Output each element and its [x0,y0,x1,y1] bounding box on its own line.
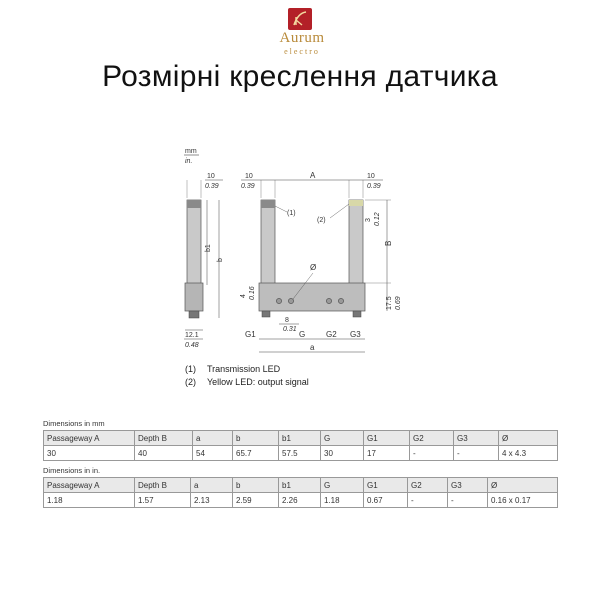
table-header: a [191,478,233,493]
dim-G3: G3 [350,330,361,339]
table-cell: 40 [135,446,193,461]
dim-3-mm: 3 [365,218,372,222]
side-view-led [187,200,201,208]
side-view-base [185,283,203,311]
front-right-arm [349,200,363,285]
legend-1-num: (1) [185,364,196,374]
front-left-arm [261,200,275,285]
page-title: Розмірні креслення датчика [102,60,498,93]
legend-1-text: Transmission LED [207,364,281,374]
drawing-svg [175,140,425,400]
table-cell: - [410,446,454,461]
table-cell: 54 [193,446,233,461]
side-dim-10-in: 0.39 [205,183,219,190]
table-in [43,477,558,508]
dim-B: B [384,240,393,246]
table-cell: 4 x 4.3 [499,446,558,461]
dim-3-in: 0.12 [374,212,381,226]
front-dim-left-10-mm: 10 [245,173,253,180]
table-header: G1 [364,478,408,493]
table-header: G [321,431,364,446]
table-header: Passageway A [44,478,135,493]
dim-a: a [310,343,315,352]
table-cell: 1.57 [135,493,191,508]
dim-b: b [217,258,224,262]
table-cell: 2.59 [233,493,279,508]
table-header: Ø [499,431,558,446]
dim-8-in: 0.31 [283,326,297,333]
table-header: G2 [410,431,454,446]
table-header: b [233,431,279,446]
logo-name: Aurum [279,30,325,46]
table-cell: 65.7 [233,446,279,461]
table-cell: 1.18 [321,493,364,508]
table-header: Depth B [135,431,193,446]
table-header: b1 [279,431,321,446]
side-view-body [187,200,201,288]
dim-4-mm: 4 [240,294,247,298]
front-left-led [261,200,275,208]
dim-8-mm: 8 [285,317,289,324]
front-base [259,283,365,311]
table-cell: - [448,493,488,508]
table-header: a [193,431,233,446]
table-header: Depth B [135,478,191,493]
callout-2: (2) [317,217,326,224]
table-cell: 1.18 [44,493,135,508]
dim-12-1-mm: 12.1 [185,332,199,339]
table-cell: 0.16 x 0.17 [488,493,558,508]
front-dim-left-10-in: 0.39 [241,183,255,190]
dim-b1: b1 [205,244,212,252]
table-mm [43,430,558,461]
table-header: G3 [448,478,488,493]
table-header: b1 [279,478,321,493]
table-header: G [321,478,364,493]
side-dim-10-mm: 10 [207,173,215,180]
unit-in: in. [185,158,193,165]
dim-4-in: 0.16 [249,286,256,300]
table-header: G1 [364,431,410,446]
aurum-logo [262,8,342,56]
dim-G: G [299,330,306,339]
dim-17-5-in: 0.69 [395,296,402,310]
front-yellow-led [349,200,363,206]
legend-2-num: (2) [185,377,196,387]
dim-G1: G1 [245,330,256,339]
callout-1: (1) [287,210,296,217]
front-dim-right-10-in: 0.39 [367,183,381,190]
dim-A: A [310,171,316,180]
table-in-caption: Dimensions in in. [43,466,101,475]
table-cell: 2.26 [279,493,321,508]
front-dim-right-10-mm: 10 [367,173,375,180]
table-cell: 30 [321,446,364,461]
dimension-tables [43,418,557,512]
table-header: G2 [408,478,448,493]
logo-subtitle: electro [284,47,320,56]
unit-mm: mm [185,148,197,155]
table-cell: - [454,446,499,461]
dim-17-5-mm: 17.5 [386,296,393,310]
dim-G2: G2 [326,330,337,339]
dim-12-1-in: 0.48 [185,342,199,349]
table-cell: - [408,493,448,508]
logo-emblem-icon [288,8,312,30]
sensor-dimension-drawing [175,140,425,400]
table-mm-caption: Dimensions in mm [43,419,105,428]
table-cell: 57.5 [279,446,321,461]
table-cell: 17 [364,446,410,461]
table-header: b [233,478,279,493]
table-header: G3 [454,431,499,446]
side-view-connector [189,311,199,318]
table-cell: 2.13 [191,493,233,508]
table-header: Ø [488,478,558,493]
table-header: Passageway A [44,431,135,446]
legend-2-text: Yellow LED: output signal [207,377,309,387]
dim-diameter: Ø [310,263,317,272]
table-cell: 0.67 [364,493,408,508]
table-cell: 30 [44,446,135,461]
